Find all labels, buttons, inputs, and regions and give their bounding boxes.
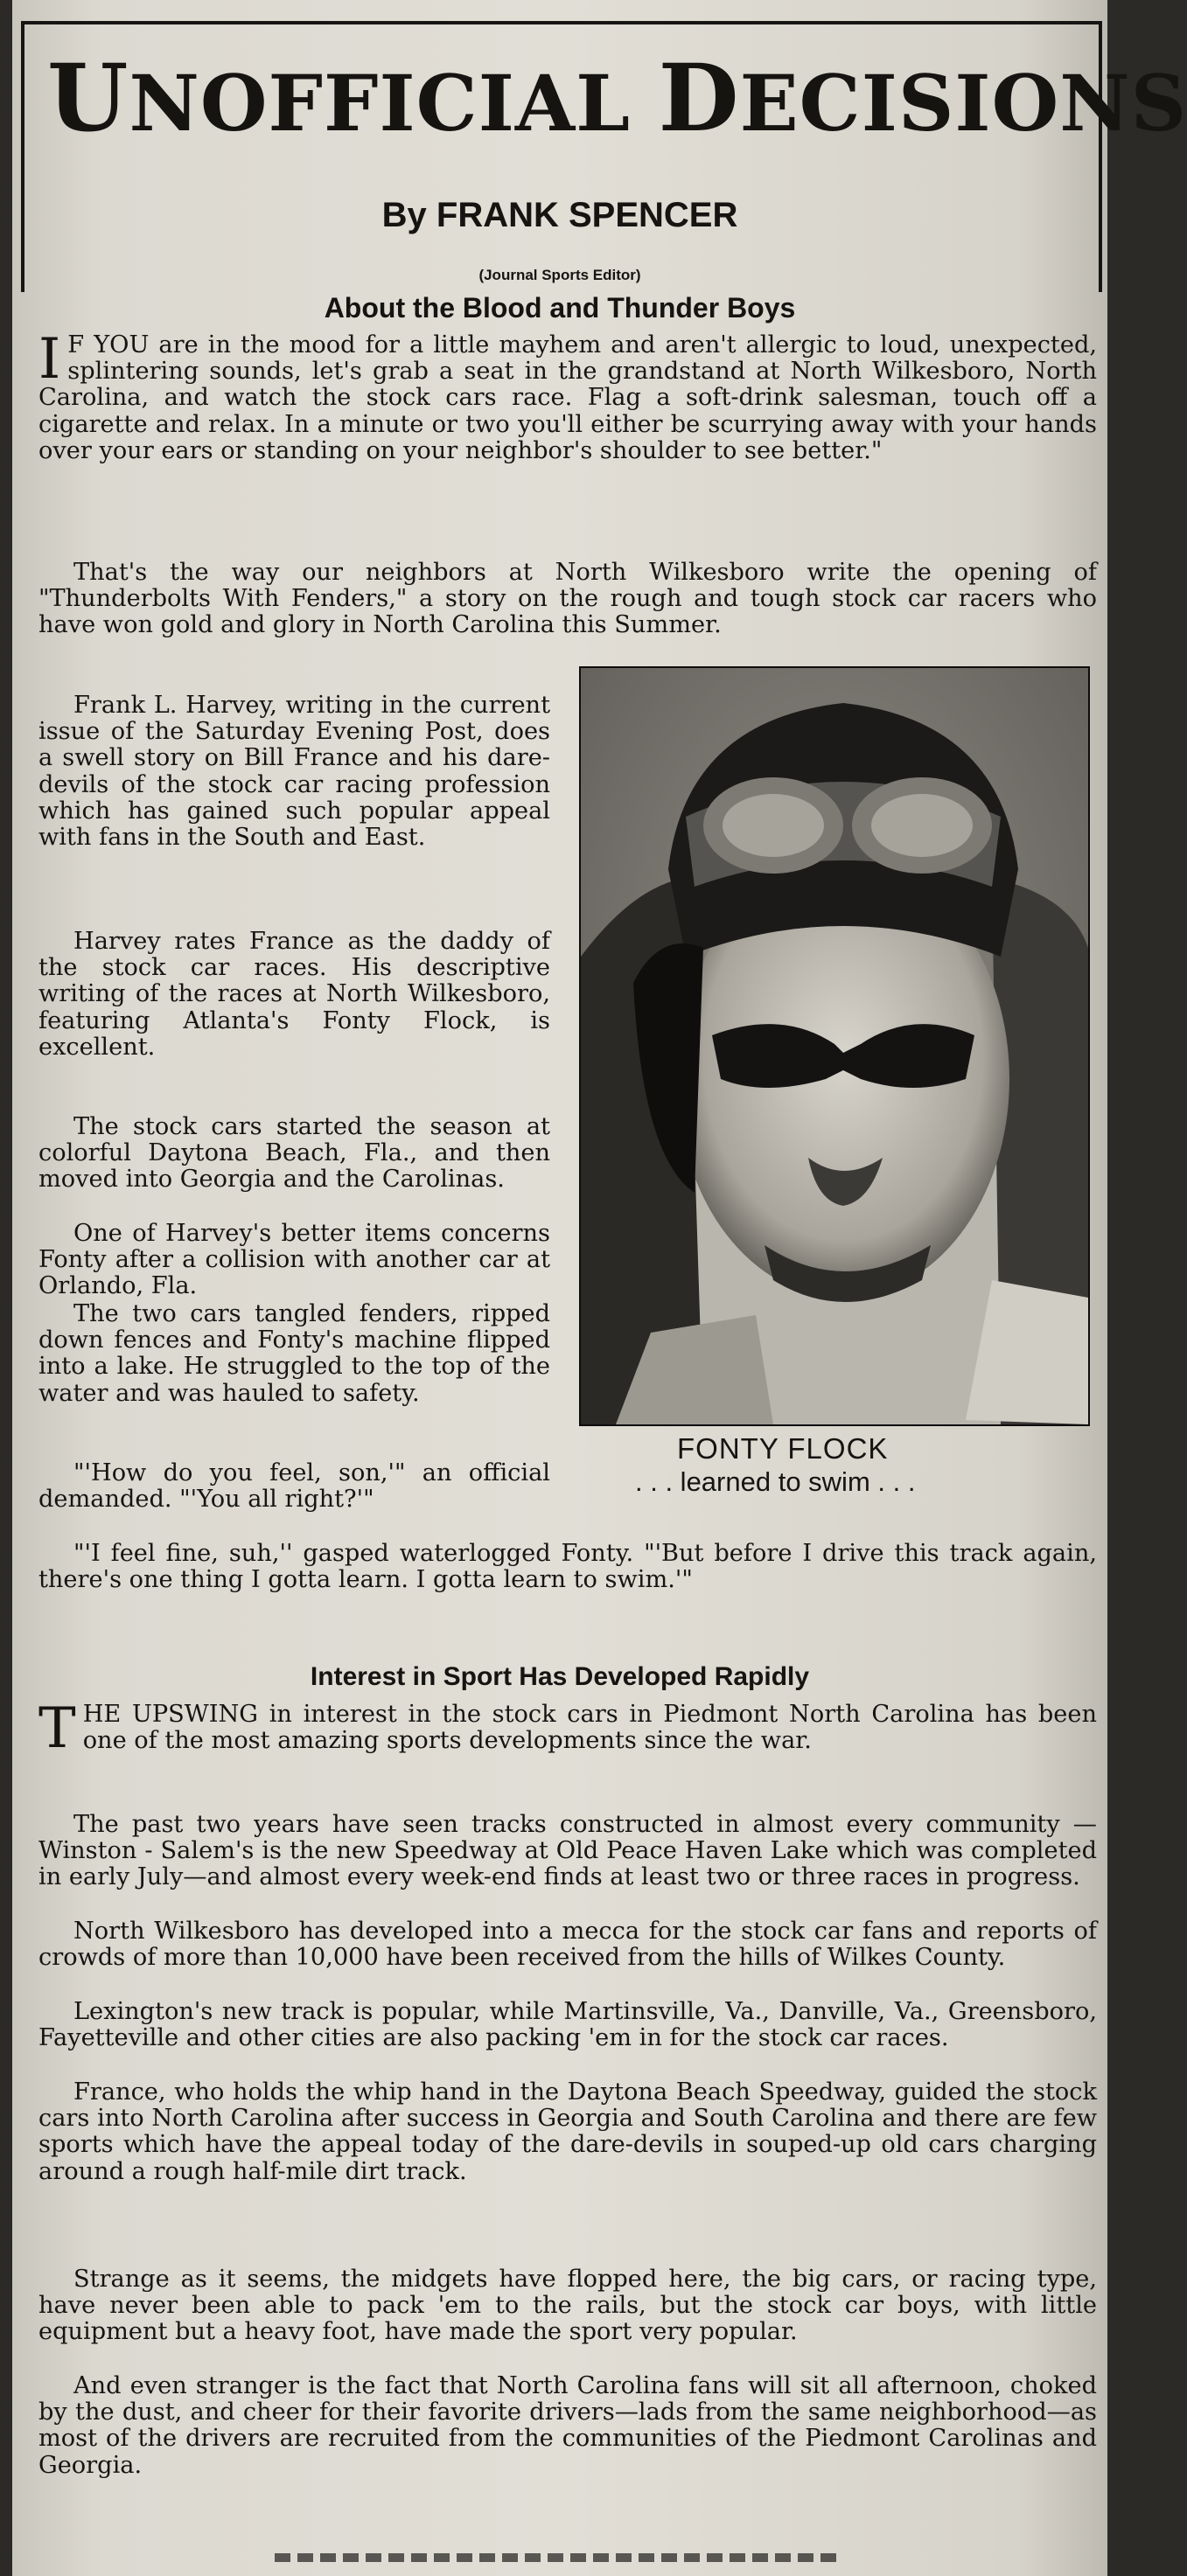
paragraph: Harvey rates France as the daddy of the stock car races. His descriptive writing of the races at North Wilkesboro, featuring Atlanta's Fonty Flock, is excellent.: [38, 928, 550, 1061]
paragraph: Frank L. Harvey, writing in the current issue of the Saturday Evening Post, does a swell story on Bill France and his dare-devils of the stock car racing profession which has gained such popular appeal with fans in the South and East.: [38, 692, 550, 852]
newspaper-clipping: [12, 0, 1187, 2576]
paragraph: [38, 1696, 1097, 1761]
paragraph: And even stranger is the fact that North Carolina fans will sit all afternoon, choked by the dust, and cheer for their favorite drivers—lads from the same neighborhood—as most of the drivers are recruited from the communities of the Piedmont Carolinas and Georgia.: [38, 2372, 1097, 2479]
portrait-image: [581, 668, 1088, 1424]
byline: By FRANK SPENCER: [381, 196, 738, 234]
paragraph-text: in interest in the stock cars in Piedmont North Carolina has been one of the most amazing sports developments since the war.: [82, 1701, 1097, 1755]
editor-note: (Journal Sports Editor): [478, 267, 641, 283]
column-title: UNOFFICIAL DECISIONS: [47, 43, 1187, 152]
paragraph: [38, 327, 1097, 464]
drop-cap: T: [38, 1696, 76, 1761]
paragraph: North Wilkesboro has developed into a mecca for the stock car fans and reports of crowds of more than 10,000 have been received from the hills of Wilkes County.: [38, 1918, 1097, 1972]
paragraph: The stock cars started the season at colorful Daytona Beach, Fla., and then moved into Georgia and the Carolinas.: [38, 1113, 550, 1194]
lead-words: HE UPSWING: [82, 1701, 258, 1728]
paragraph: That's the way our neighbors at North Wilkesboro write the opening of "Thunderbolts With Fenders," a story on the rough and tough stock car racers who have won gold and glory in North Carolina this Summer.: [38, 559, 1097, 639]
top-rule: [21, 21, 1102, 24]
left-rule: [21, 21, 24, 292]
cropped-text-fragment: [275, 2553, 843, 2562]
drop-cap: I: [38, 327, 61, 392]
paragraph: The two cars tangled fenders, ripped down fences and Fonty's machine flipped into a lake. He struggled to the top of the water and was hauled to safety.: [38, 1300, 550, 1407]
paragraph: One of Harvey's better items concerns Fonty after a collision with another car at Orlando, Fla.: [38, 1220, 550, 1300]
paragraph: Lexington's new track is popular, while Martinsville, Va., Danville, Va., Greensboro, Fayetteville and other cities are also packing 'em in for the stock car races.: [38, 1998, 1097, 2052]
fonty-flock-photo: [579, 666, 1090, 1426]
paragraph: "'I feel fine, suh,'' gasped waterlogged Fonty. "'But before I drive this track again, there's one thing I gotta learn. I gotta learn to swim.'": [38, 1540, 1097, 1594]
section-heading: About the Blood and Thunder Boys: [324, 292, 796, 324]
paragraph: France, who holds the whip hand in the Daytona Beach Speedway, guided the stock cars into North Carolina after success in Georgia and South Carolina and there are few sports which have the appeal today of the dare-devils in souped-up old cars charging around a rough half-mile dirt track.: [38, 2078, 1097, 2185]
photo-caption-name: FONTY FLOCK: [677, 1432, 889, 1465]
lead-words: F YOU: [67, 331, 150, 359]
paragraph-text: are in the mood for a little mayhem and aren't allergic to loud, unexpected, splintering sounds, let's grab a seat in the grandstand at North Wilkesboro, North Carolina, and watch the stock cars race. Flag a soft-drink salesman, touch off a cigarette and relax. In a minute or two you'll either be scurrying away with your hands over your ears or standing on your neighbor's shoulder to see better.": [38, 331, 1097, 464]
paragraph: The past two years have seen tracks constructed in almost every community — Winston - Salem's is the new Speedway at Old Peace Haven Lake which was completed in early July—and almost every week-end finds at least two or three races in progress.: [38, 1811, 1097, 1891]
paragraph: Strange as it seems, the midgets have flopped here, the big cars, or racing type, have never been able to pack 'em to the rails, but the stock car boys, with little equipment but a heavy foot, have made the sport very popular.: [38, 2266, 1097, 2346]
photo-caption-line: . . . learned to swim . . .: [635, 1466, 916, 1497]
paragraph: "'How do you feel, son,'" an official demanded. "'You all right?'": [38, 1459, 550, 1514]
section-heading: Interest in Sport Has Developed Rapidly: [310, 1662, 810, 1691]
